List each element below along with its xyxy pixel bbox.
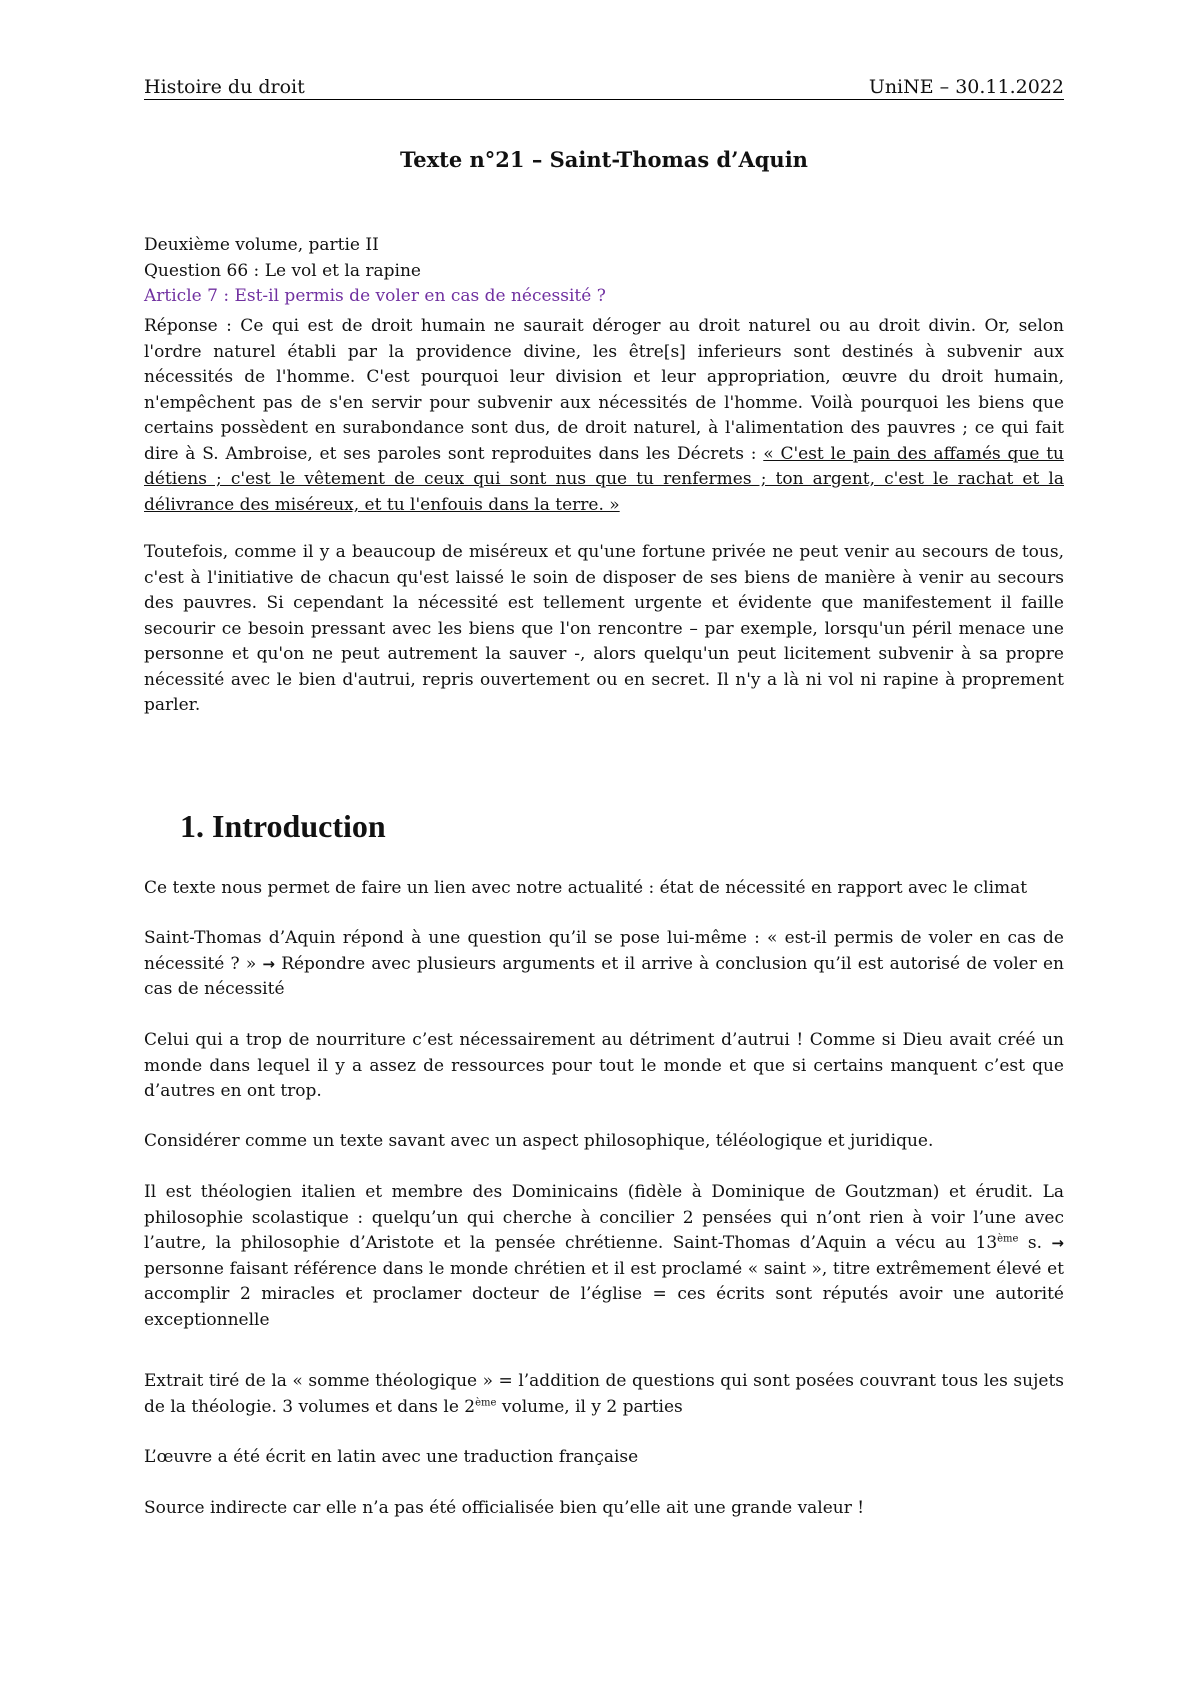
intro-p6	[144, 1369, 1064, 1420]
intro-p8-text: Source indirecte car elle n’a pas été officialisée bien qu’elle ait une grande valeur !	[144, 1498, 865, 1518]
intro-p8	[144, 1496, 1064, 1522]
intro-p2-question: Saint-Thomas d’Aquin répond à une question qu’il se pose lui-même : « est-il permis de voler en cas de nécessité ? »	[144, 928, 1064, 974]
section-number: 1.	[180, 808, 204, 844]
intro-p3	[144, 1028, 1064, 1105]
source-reference	[144, 233, 1064, 310]
intro-p5	[144, 1180, 1064, 1333]
ambroise-quote: « C'est le pain des affamés que tu détiens ; c'est le vêtement de ceux qui sont nus que tu renfermes ; ton argent, c'est le rachat et la délivrance des miséreux, et tu l'enfouis dans la terre. »	[144, 443, 1064, 515]
intro-p7	[144, 1445, 1064, 1471]
intro-p5-century: s.	[1018, 1233, 1042, 1253]
superscript: ème	[997, 1233, 1019, 1245]
section-heading	[180, 806, 1060, 846]
intro-p4	[144, 1129, 1064, 1155]
intro-p7-text: L’œuvre a été écrit en latin avec une traduction française	[144, 1447, 639, 1467]
intro-p2	[144, 926, 1064, 1003]
right-arrow-icon: →	[262, 954, 275, 973]
intro-p1-text: Ce texte nous permet de faire un lien avec notre actualité : état de nécessité en rapport avec le climat	[144, 878, 1028, 898]
toutefois-paragraph	[144, 540, 1064, 719]
right-arrow-icon: →	[1051, 1234, 1064, 1252]
intro-p6-text: Extrait tiré de la « somme théologique » = l’addition de questions qui sont posées couvrant tous les sujets de la théologie. 3 volumes et dans le 2	[144, 1371, 1064, 1417]
article-line: Article 7 : Est-il permis de voler en cas de nécessité ?	[144, 286, 606, 306]
section-title: Introduction	[212, 808, 386, 844]
intro-p4-text: Considérer comme un texte savant avec un aspect philosophique, téléologique et juridique.	[144, 1131, 934, 1151]
intro-p3-text: Celui qui a trop de nourriture c’est nécessairement au détriment d’autrui ! Comme si Dieu avait créé un monde dans lequel il y a assez de ressources pour tout le monde et que si certains manquent c’est que d’autres en ont trop.	[144, 1030, 1064, 1101]
intro-p6-end: volume, il y 2 parties	[496, 1396, 683, 1417]
reponse-text: Réponse : Ce qui est de droit humain ne saurait déroger au droit naturel ou au droit divin. Or, selon l'ordre naturel établi par la providence divine, les être[s] inferieurs sont destinés à subvenir aux nécessités de l'homme. C'est pourquoi leur division et leur appropriation, œuvre du droit humain, n'empêchent pas de s'en servir pour subvenir aux nécessités de l'homme. Voilà pourquoi les biens que certains possèdent en surabondance sont dus, de droit naturel, à l'alimentation des pauvres ; ce qui fait dire à S. Ambroise, et ses paroles sont reproduites dans les Décrets :	[144, 316, 1064, 464]
document-title: Texte n°21 – Saint-Thomas d’Aquin	[400, 147, 808, 172]
superscript: ème	[475, 1396, 497, 1408]
intro-p5-continuation: personne faisant référence dans le monde chrétien et il est proclamé « saint », titre extrêmement élevé et accomplir 2 miracles et proclamer docteur de l’église = ces écrits sont réputés avoir une autorité exceptionnelle	[144, 1258, 1064, 1330]
intro-p2-answer: Répondre avec plusieurs arguments et il arrive à conclusion qu’il est autorisé de voler en cas de nécessité	[144, 953, 1065, 999]
header-date: UniNE – 30.11.2022	[868, 76, 1064, 98]
intro-p5-text: Il est théologien italien et membre des Dominicains (fidèle à Dominique de Goutzman) et érudit. La philosophie scolastique : quelqu’un qui cherche à concilier 2 pensées qui n’ont rien à voir l’une avec l’autre, la philosophie d’Aristote et la pensée chrétienne. Saint-Thomas d’Aquin a vécu au 13	[144, 1182, 1064, 1253]
intro-p1	[144, 876, 1064, 902]
header-course: Histoire du droit	[144, 76, 305, 98]
question-line: Question 66 : Le vol et la rapine	[144, 260, 421, 281]
page-header	[144, 73, 1064, 100]
reponse-paragraph	[144, 314, 1064, 518]
volume-line: Deuxième volume, partie II	[144, 235, 379, 255]
toutefois-text: Toutefois, comme il y a beaucoup de miséreux et qu'une fortune privée ne peut venir au secours de tous, c'est à l'initiative de chacun qu'est laissé le soin de disposer de ses biens de manière à venir au secours des pauvres. Si cependant la nécessité est tellement urgente et évidente que manifestement il faille secourir ce besoin pressant avec les biens que l'on rencontre – par exemple, lorsqu'un péril menace une personne et qu'on ne peut autrement la sauver -, alors quelqu'un peut licitement subvenir à sa propre nécessité avec le bien d'autrui, repris ouvertement ou en secret. Il n'y a là ni vol ni rapine à proprement parler.	[144, 542, 1064, 715]
